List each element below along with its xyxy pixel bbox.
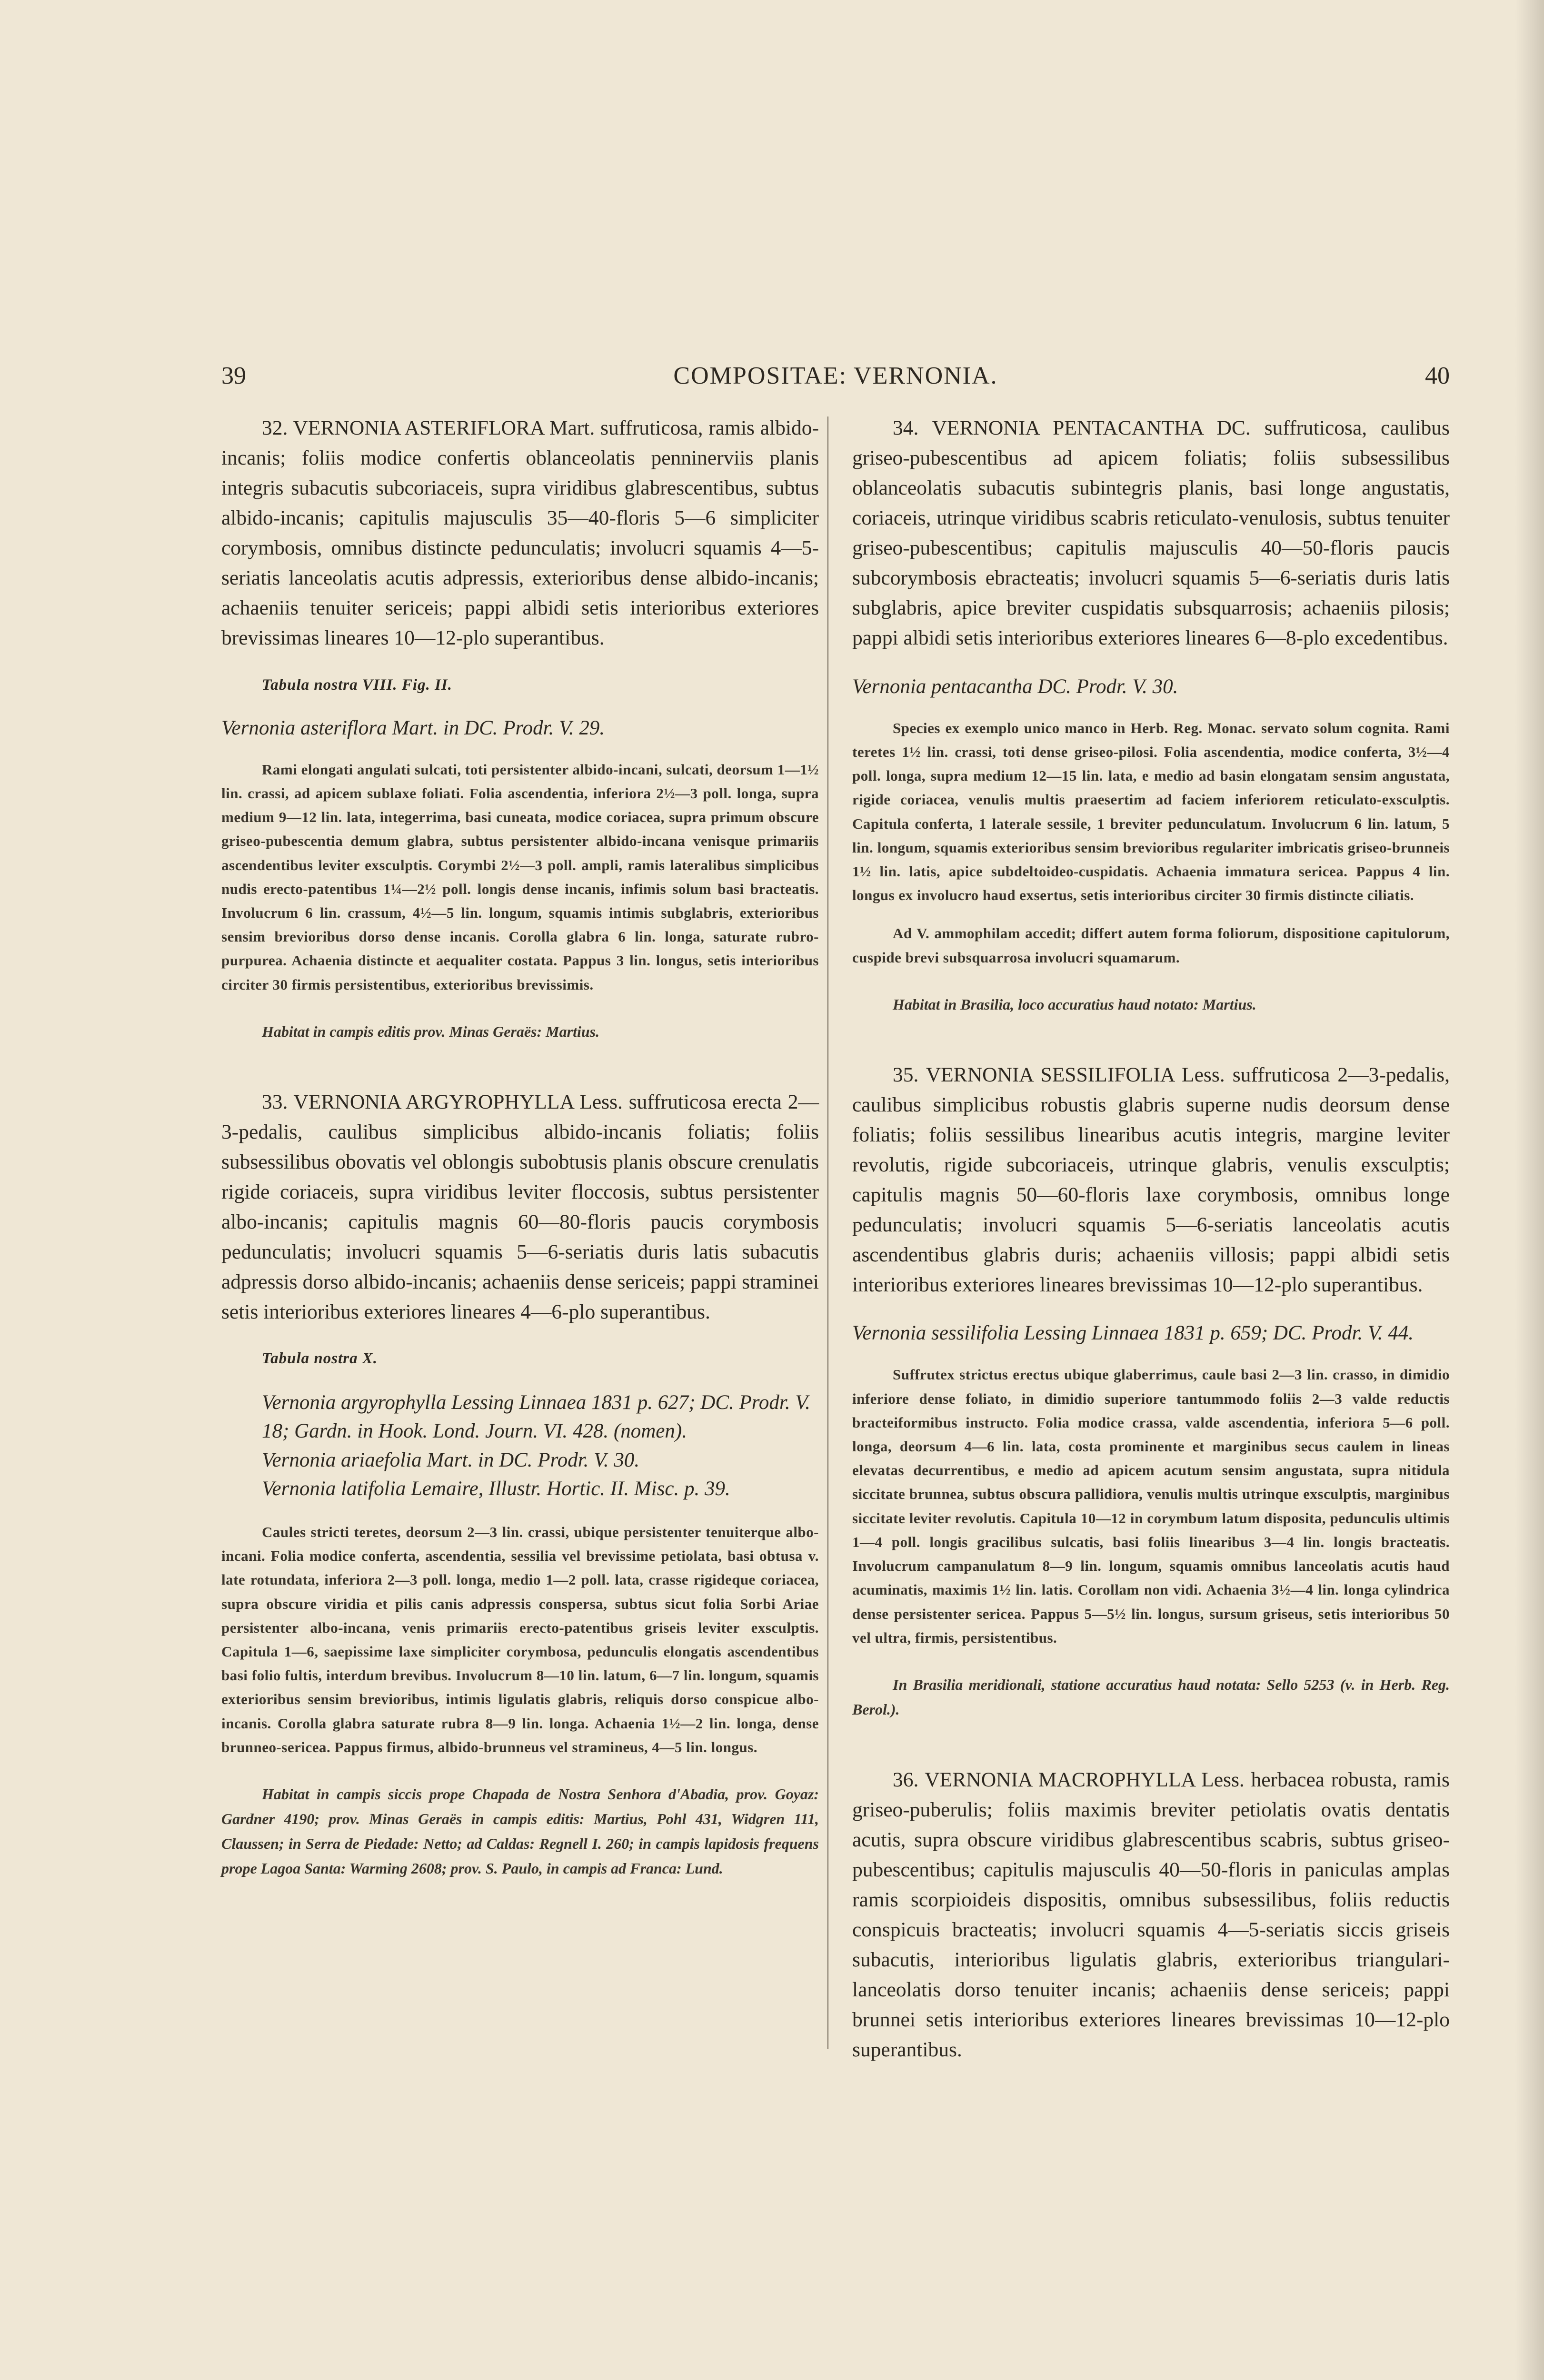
- species-diagnosis: 34. VERNONIA PENTACANTHA DC. suffruticosa, caulibus griseo-pubescentibus ad apicem foliatis; foliis subsessilibus oblanceolatis subacutis subintegris planis, basi longe angustatis, coriaceis, utrinque viridibus scabris reticulato-venulosis, subtus tenuiter griseo-pubescentibus; capitulis majusculis 40—50-floris paucis subcorymbosis ebracteatis; involucri squamis 5—6-seriatis duris latis subglabris, apice breviter cuspidatis subsquarrosis; achaeniis pilosis; pappi albidi setis interioribus exteriores lineares 6—8-plo excedentibus.: [852, 416, 1450, 650]
- synonym-citation: Vernonia asteriflora Mart. in DC. Prodr. V. 29.: [221, 716, 605, 739]
- habitat-note: Habitat in campis siccis prope Chapada de Nostra Senhora d'Abadia, prov. Goyaz: Gardner 4190; prov. Minas Geraës in campis editis: Martius, Pohl 431, Widgren 111, Claussen; in Serra de Piedade: Netto; ad Caldas: Regnell I. 260; in campis lapidosis frequens prope Lagoa Santa: Warming 2608; prov. S. Paulo, in campis ad Franca: Lund.: [221, 1785, 819, 1877]
- spacer: [852, 1017, 1450, 1060]
- species-33: [221, 1087, 819, 1881]
- affinity-note: Ad V. ammophilam accedit; differt autem forma foliorum, dispositione capitulorum, cuspide brevi subsquarrosa involucri squamarum.: [852, 925, 1450, 966]
- page-header: [221, 362, 1450, 405]
- species-description: Suffrutex strictus erectus ubique glaberrimus, caule basi 2—3 lin. crasso, in dimidio inferiore dense foliato, in dimidio superiore tantummodo foliis 2—3 valde reductis bracteiformibus instructo. Folia modice crassa, valde ascendentia, inferiora 5—6 poll. longa, deorsum 4—6 lin. lata, costa prominente et marginibus secus caulem in lineas elevatas decurrentibus, e medio ad apicem acutum sensim angustata, supra nitidula siccitate brunnea, subtus obscura pallidiora, venulis multis utrinque exsculptis, marginibus siccitate leviter revolutis. Capitula 10—12 in corymbum latum disposita, pedunculis ultimis 1—4 poll. longis gracilibus sulcatis, basi foliis linearibus 3—4 lin. longis bracteatis. Involucrum campanulatum 8—9 lin. longum, squamis omnibus lanceolatis acutis haud acuminatis, maximis 1½ lin. latis. Corollam non vidi. Achaenia 3½—4 lin. longa cylindrica dense persistenter sericea. Pappus 5—5½ lin. longus, sursum griseus, setis interioribus 50 vel ultra, firmis, persistentibus.: [852, 1366, 1450, 1646]
- spacer: [221, 1044, 819, 1087]
- species-36: [852, 1765, 1450, 2065]
- running-title: COMPOSITAE: VERNONIA.: [673, 362, 998, 389]
- species-diagnosis: 32. VERNONIA ASTERIFLORA Mart. suffruticosa, ramis albido-incanis; foliis modice confertis oblanceolatis penninerviis planis integris subacutis subcoriaceis, supra viridibus glabrescentibus, subtus albido-incanis; capitulis majusculis 35—40-floris 5—6 simpliciter corymbosis, omnibus distincte pedunculatis; involucri squamis 4—5-seriatis lanceolatis acutis adpressis, exterioribus dense albido-incanis; achaeniis tenuiter sericeis; pappi albidi setis interioribus exteriores brevissimas lineares 10—12-plo superantibus.: [221, 416, 819, 650]
- plate-reference: Tabula nostra X.: [262, 1350, 378, 1368]
- page-number-left: 39: [221, 362, 246, 389]
- left-column: [221, 413, 819, 1881]
- page-edge: [1515, 0, 1544, 2380]
- species-description: Rami elongati angulati sulcati, toti persistenter albido-incani, sulcati, deorsum 1—1½ lin. crassi, ad apicem sublaxe foliati. Folia ascendentia, inferiora 2½—3 poll. longa, supra medium 9—12 lin. lata, integerrima, basi cuneata, modice coriacea, supra primum obscure griseo-pubescentia demum glabra, subtus persistenter albido-incana venisque primariis ascendentibus leviter exsculptis. Corymbi 2½—3 poll. ampli, ramis lateralibus simplicibus nudis erecto-patentibus 1¼—2½ poll. longis dense incanis, infimis solum basi bracteatis. Involucrum 6 lin. crassum, 4½—5 lin. longum, squamis intimis subglabris, exterioribus sensim brevioribus dorso dense incanis. Corolla glabra 6 lin. longa, saturate rubro-purpurea. Achaenia distincte et aequaliter costata. Pappus 3 lin. longus, setis interioribus circiter 30 firmis persistentibus, exterioribus brevissimis.: [221, 761, 819, 993]
- habitat-note: In Brasilia meridionali, statione accuratius haud notata: Sello 5253 (v. in Herb. Reg. Berol.).: [852, 1676, 1450, 1718]
- species-description: Species ex exemplo unico manco in Herb. Reg. Monac. servato solum cognita. Rami teretes 1½ lin. crassi, toti dense griseo-pilosi. Folia ascendentia, modice conferta, 3½—4 poll. longa, supra medium 12—15 lin. lata, e medio ad basin elongatam sensim angustata, rigide coriacea, venulis multis praesertim ad faciem inferiorem reticulato-exsculptis. Capitula conferta, 1 laterale sessile, 1 breviter pedunculatum. Involucrum 6 lin. latum, 5 lin. longum, squamis exterioribus sensim brevioribus regulariter imbricatis griseo-brunneis 1½ lin. latis, apice subdeltoideo-cuspidatis. Achaenia immatura sericea. Pappus 4 lin. longus ex involucro haud exsertus, setis interioribus circiter 30 firmis distincte ciliatis.: [852, 719, 1450, 904]
- species-diagnosis: 36. VERNONIA MACROPHYLLA Less. herbacea robusta, ramis griseo-puberulis; foliis maximis breviter petiolatis ovatis dentatis acutis, supra obscure viridibus glabrescentibus scabris, subtus griseo-pubescentibus; capitulis majusculis 40—50-floris in paniculas amplas ramis scorpioideis dispositis, omnibus subsessilibus, foliis reductis conspicuis bracteatis; involucri squamis 4—5-seriatis siccis griseis subacutis, interioribus ligulatis glabris, exterioribus triangulari-lanceolatis dorso tenuiter incanis; achaeniis dense sericeis; pappi brunnei setis interioribus exteriores lineares brevissimas 10—12-plo superantibus.: [852, 1768, 1450, 2062]
- synonym-citation: Vernonia sessilifolia Lessing Linnaea 1831 p. 659; DC. Prodr. V. 44.: [852, 1322, 1414, 1345]
- species-35: [852, 1060, 1450, 1722]
- habitat-note: Habitat in Brasilia, loco accuratius haud notato: Martius.: [893, 995, 1256, 1013]
- species-description: Caules stricti teretes, deorsum 2—3 lin. crassi, ubique persistenter tenuiterque albo-incani. Folia modice conferta, ascendentia, sessilia vel brevissime petiolata, basi obtusa v. late rotundata, inferiora 2—3 poll. longa, medio 1—2 poll. lata, crasse rigideque coriacea, supra obscure viridia et pilis canis adpressis conspersa, subtus sicut folia Sorbi Ariae persistenter albo-incana, venis primariis erecto-patentibus griseis leviter exsculptis. Capitula 1—6, saepissime laxe simpliciter corymbosa, pedunculis elongatis ascendentibus basi folio fultis, interdum brevibus. Involucrum 8—10 lin. latum, 6—7 lin. longum, squamis exterioribus sensim brevioribus, intimis ligulatis glabris, reliquis dorso conspicue albo-incanis. Corolla glabra saturate rubra 8—9 lin. longa. Achaenia 1½—2 lin. longa, dense brunneo-sericea. Pappus firmus, albido-brunneus vel stramineus, 4—5 lin. longus.: [221, 1523, 819, 1755]
- right-column: [852, 413, 1450, 2065]
- spacer: [852, 1722, 1450, 1765]
- synonym-citation: Vernonia argyrophylla Lessing Linnaea 1831 p. 627; DC. Prodr. V. 18; Gardn. in Hook. Lond. Journ. VI. 428. (nomen).: [262, 1391, 810, 1443]
- plate-reference: Tabula nostra VIII. Fig. II.: [262, 676, 453, 694]
- page-number-right: 40: [1425, 362, 1450, 389]
- species-32: [221, 413, 819, 1044]
- species-diagnosis: 35. VERNONIA SESSILIFOLIA Less. suffruticosa 2—3-pedalis, caulibus simplicibus robustis glabris superne nudis deorsum dense foliatis; foliis sessilibus linearibus acutis integris, margine leviter revolutis, rigide subcoriaceis, utrinque glabris, venulis exsculptis; capitulis magnis 50—60-floris laxe corymbosis, omnibus longe pedunculatis; involucri squamis 5—6-seriatis lanceolatis acutis ascendentibus glabris duris; achaeniis villosis; pappi albidi setis interioribus exteriores lineares brevissimas 10—12-plo superantibus.: [852, 1063, 1450, 1297]
- synonym-citation: Vernonia ariaefolia Mart. in DC. Prodr. V. 30.: [262, 1448, 640, 1471]
- species-34: [852, 413, 1450, 1017]
- column-divider: [827, 416, 828, 2049]
- synonym-citation: Vernonia latifolia Lemaire, Illustr. Hortic. II. Misc. p. 39.: [262, 1477, 730, 1500]
- synonym-citation: Vernonia pentacantha DC. Prodr. V. 30.: [852, 675, 1178, 698]
- synonym-citations: [221, 1388, 819, 1503]
- habitat-note: Habitat in campis editis prov. Minas Geraës: Martius.: [262, 1022, 600, 1040]
- species-diagnosis: 33. VERNONIA ARGYROPHYLLA Less. suffruticosa erecta 2—3-pedalis, caulibus simplicibus albido-incanis foliatis; foliis subsessilibus obovatis vel oblongis subobtusis planis obscure crenulatis rigide coriaceis, supra viridibus leviter floccosis, subtus persistenter albo-incanis; capitulis magnis 60—80-floris paucis corymbosis pedunculatis; involucri squamis 5—6-seriatis duris latis subacutis adpressis dorso albido-incanis; achaeniis dense sericeis; pappi straminei setis interioribus exteriores lineares 4—6-plo superantibus.: [221, 1090, 819, 1324]
